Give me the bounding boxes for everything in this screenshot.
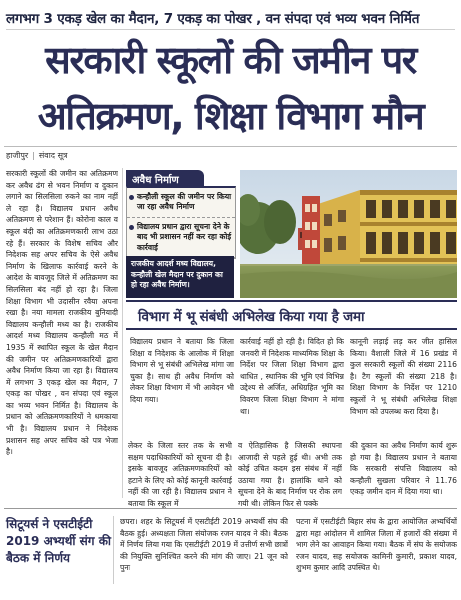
byline-place: हाजीपुर	[6, 151, 29, 160]
secondary-headline-line: सिटूयर्स ने एसटीईटी	[6, 517, 93, 531]
article-column: व ऐतिहासिक है जिसकी स्थापना आजादी से पहले हुई थी। अभी तक कोई उचित कदम इस संबंध में नहीं उठाया गया है। हालांकि थाने को सूचना देने के बाद निर्माण पर रोक लग गयी थी। लेकिन फिर से पक्के	[238, 441, 342, 508]
sub-headline: विभाग में भू संबंधी अभिलेख किया गया है जमा	[126, 300, 457, 330]
article-column: लेकर के जिला स्तर तक के सभी सक्षम पदाधिकारियों को सूचना दी है। इसके बावजूद अतिक्रमणकारियों को हटाने के लिए को कोई कानूनी कार्रवाई नहीं की जा रही है। विद्यालय प्रधान ने बताया कि स्कूल में	[128, 441, 232, 508]
byline-source: संवाद सूत्र	[38, 151, 68, 160]
highlights-item: कन्हौली स्कूल की जमीन पर किया जा रहा अवैध निर्माण	[127, 188, 235, 218]
secondary-story-headline	[6, 516, 114, 584]
highlights-list	[126, 186, 236, 259]
highlights-box-title: अवैध निर्माण	[126, 170, 204, 186]
column-divider	[122, 168, 123, 498]
photo-caption: राजकीय आदर्श मध्य विद्यालय, कन्हौली खेल मैदान पर दुकान का हो रहा अवैध निर्माण।	[126, 256, 234, 298]
section-divider	[4, 508, 457, 509]
school-building-photo	[240, 170, 457, 298]
article-column: कानूनी लड़ाई लड़ कर जीत हासिल किया। वैशाली जिले में 16 प्रखंड में कुल सरकारी स्कूलों की संख्या 2116 है। टैग स्कूलों की संख्या 218 है। शिक्षा विभाग के निर्देश पर 1210 स्कूलों ने भू संबंधी अभिलेख शिक्षा विभाग को उपलब्ध करा दिया है।	[350, 337, 457, 416]
headline-rule	[4, 146, 457, 147]
secondary-article-column: छपरा। शहर के सिटूयर्स में एसटीईटी 2019 अभ्यर्थी संघ की बैठक हुई। अध्यक्षता जिला संयोजक रजन यादव ने की। बैठक में निर्णय लिया गया कि एसटीईटी 2019 में उत्तीर्ण सभी छात्रों की नियुक्ति सुनिश्चित करने की मांग की जाए। 21 जून को पुनः	[120, 517, 288, 573]
highlights-item: विद्यालय प्रधान द्वारा सूचना देने के बाद भी प्रशासन नहीं कर रहा कोई कार्रवाई	[127, 218, 235, 258]
byline	[6, 150, 67, 164]
secondary-headline-line: बैठक में निर्णय	[6, 551, 70, 565]
article-column: विद्यालय प्रधान ने बताया कि जिला शिक्षा व निदेशक के आलोक में शिक्षा विभाग से भू संबंधी अभिलेख मांगा जा चुका है। साथ ही अवैध निर्माण को लेकर शिक्षा विभाग में भी आवेदन भी दिया गया।	[130, 337, 234, 404]
secondary-article-column: पटना में एसटीईटी बिहार संघ के द्वारा आयोजित अभ्यर्थियों द्वारा महा आंदोलन में शामिल जिला में हजारों की संख्या में भाग लेने का आवाहन किया गया। बैठक में संघ के सयोजक रजन यादव, सह सयोजक कामिनी कुमारी, प्रकाश यादव, शुभम कुमार आदि उपस्थित थे।	[296, 517, 457, 573]
article-column-left: सरकारी स्कूलों की जमीन का अतिक्रमण कर अवैध ढंग से भवन निर्माण व दुकान लगाने का सिलसिला रुकने का नाम नहीं ले रहा है। विद्यालय प्रधान अवैध अतिक्रमण से परेशान हैं। कोरोना काल व स्कूल बंदी का अतिक्रमणकारी लाभ उठा रहे हैं। सरकार के विशेष सचिव और निदेशक सह अपर सचिव के ऐसे अवैध निर्माण के खिलाफ कार्रवाई करने के आदेश के बावजूद जिले में अतिक्रमण का सिलसिला बंद नहीं हो रहा है। जिला शिक्षा विभाग भी उदासीन रवैया अपना रखा है। नया मामला राजकीय बुनियादी विद्यालय कन्हौली मध्य का है। राजकीय आदर्श मध्य विद्यालय कन्हौली मठ में 1935 में स्थापित स्कूल के खेल मैदान की जमीन पर अतिक्रमणकारियों द्वारा अवैध निर्माण किया जा रहा है। विद्यालय में लगभग 3 एकड़ खेल का मैदान, 7 एकड़ का पोखर , वन संपदा एवं स्कूल का भव्य भवन निर्मित है। विद्यालय के प्रधान को अतिक्रमणकारियों ने धमकाया भी है। विद्यालय प्रधान ने निदेशक प्रशासन सह अपर सचिव को पत्र भेजा है।	[6, 169, 118, 457]
article-column: कार्रवाई नहीं हो रही है। विदित हो कि जनवरी में निदेशक माध्यमिक शिक्षा के निर्देश पर जिला शिक्षा विभाग द्वारा थाधित , स्थानिक की भूमि एवं विभिन्न उद्देश्य से अर्जित, अधिग्रहित भूमि का विवरण जिला शिक्षा विभाग ने मांगा था।	[240, 337, 344, 416]
headline-line-1: सरकारी स्कूलों की जमीन पर	[45, 38, 416, 82]
article-column: की दुकान का अवैध निर्माण कार्य शुरू हो गया है। विद्यालय प्रधान ने बताया कि सरकारी संपत्ति विद्यालय को कन्हौली सुखला परिवार ने 11.76 एकड़ जमीन दान में दिया गया था।	[350, 441, 457, 497]
headline-line-2: अतिक्रमण, शिक्षा विभाग मौन	[37, 94, 424, 138]
secondary-headline-line: 2019 अभ्यर्थी संग की	[6, 534, 112, 548]
byline-separator: |	[32, 151, 35, 160]
kicker-line: लगभग 3 एकड़ खेल का मैदान, 7 एकड़ का पोखर , वन संपदा एवं भव्य भवन निर्मित	[6, 4, 455, 30]
